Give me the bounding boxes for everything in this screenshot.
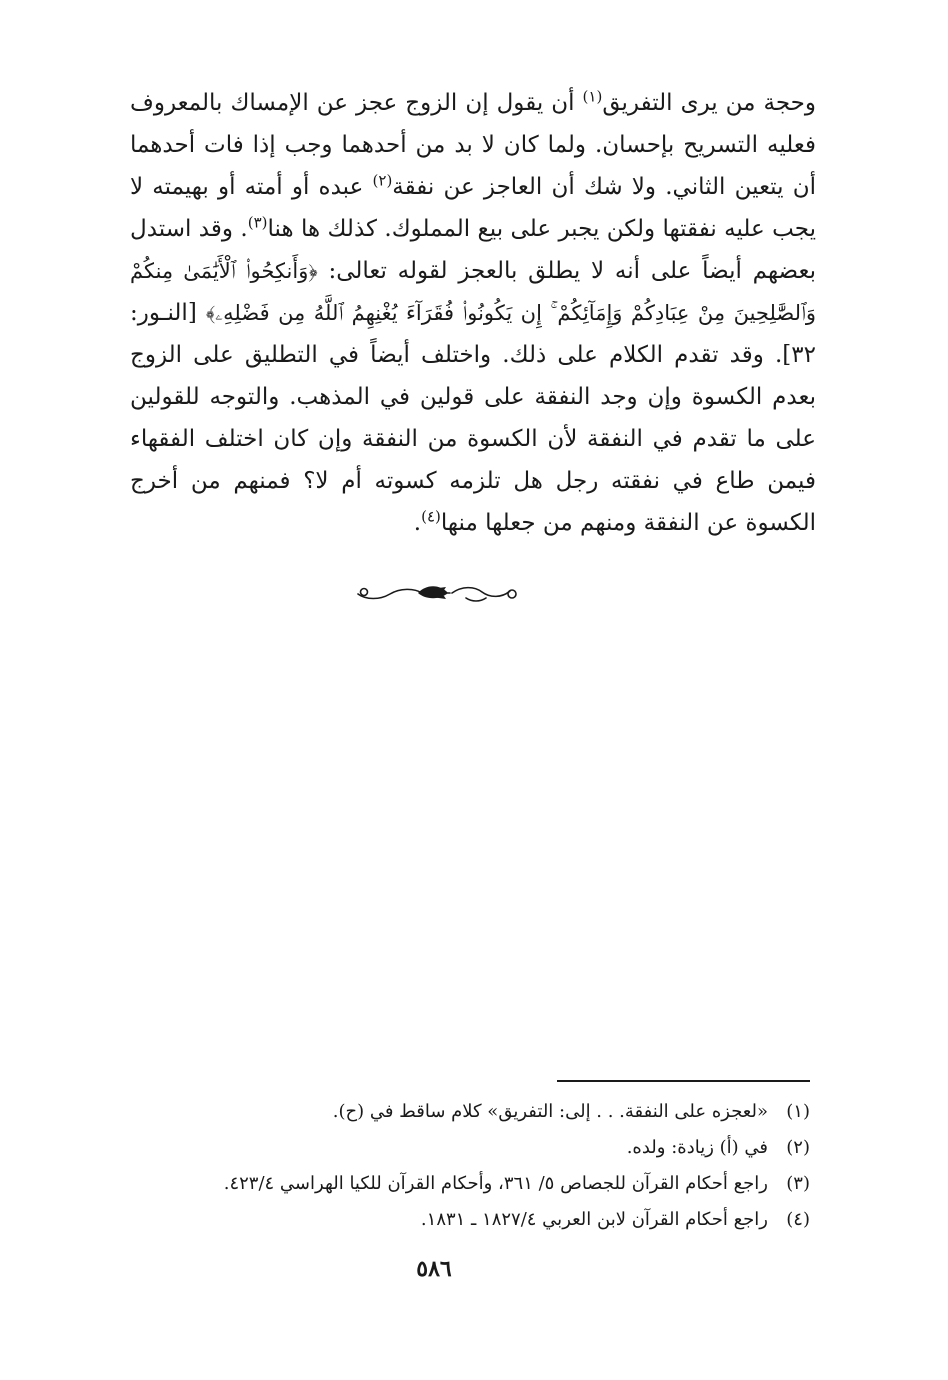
- footnote-number: (١): [786, 1101, 810, 1122]
- footnote-text: «لعجزه على النفقة. . . إلى: التفريق» كلام ساقط في (ح).: [332, 1101, 768, 1122]
- quran-reference: [النـور: ٣٢]: [130, 300, 816, 368]
- footnote-4: [120, 1202, 810, 1238]
- text-segment: عبده أو أمته أو بهيمته لا يجب عليه نفقتها ولكن يجبر على بيع المملوك. كذلك ها هنا: [130, 174, 817, 242]
- footnote-number: (٤): [786, 1209, 810, 1230]
- page-number: ٥٨٦: [416, 1256, 452, 1282]
- text-segment: . وقد استدل بعضهم أيضاً على أنه لا يطلق بالعجز لقوله تعالى:: [130, 216, 816, 284]
- text-segment: وحجة من يرى التفريق: [602, 90, 816, 116]
- text-segment: .: [413, 510, 422, 536]
- main-text-block: [130, 82, 816, 544]
- footnote-text: في (أ) زيادة: ولده.: [626, 1137, 768, 1158]
- footnotes-list: [120, 1094, 810, 1238]
- quran-verse: ﴿وَأَنكِحُوا۟ ٱلْأَيَٰمَىٰ مِنكُمْ وَٱلصَّٰلِحِينَ مِنْ عِبَادِكُمْ وَإِمَآئِكُمْ ۚ إِن يَكُونُوا۟ فُقَرَآءَ يُغْنِهِمُ ٱللَّهُ مِن فَضْلِهِۦ﴾: [130, 259, 816, 325]
- footnote-text: راجع أحكام القرآن لابن العربي ١٨٢٧/٤ ـ ١٨٣١.: [420, 1209, 768, 1230]
- footnote-number: (٢): [786, 1137, 810, 1158]
- footnote-text: راجع أحكام القرآن للجصاص ٥/ ٣٦١، وأحكام القرآن للكيا الهراسي ٤٢٣/٤.: [223, 1173, 768, 1194]
- text-segment: . وقد تقدم الكلام على ذلك. واختلف أيضاً في التطليق على الزوج بعدم الكسوة وإن وجد النفقة على قولين في المذهب. والتوجه للقولين على ما تقدم في النفقة لأن الكسوة من النفقة وإن كان اختلف الفقهاء فيمن طاع في نفقته رجل هل تلزمه كسوته أم لا؟ فمنهم من أخرج الكسوة عن النفقة ومنهم من جعلها منها: [130, 342, 816, 536]
- section-end-ornament: [354, 578, 522, 608]
- footnote-ref-2: (٢): [372, 171, 393, 190]
- footnote-number: (٣): [786, 1173, 810, 1194]
- footnote-2: [120, 1130, 810, 1166]
- footnote-1: [120, 1094, 810, 1130]
- footnote-separator: [557, 1080, 810, 1082]
- footnote-ref-1: (١): [582, 87, 603, 106]
- text-segment: أن يقول إن الزوج عجز عن الإمساك بالمعروف فعليه التسريح بإحسان. ولما كان لا بد من أحدهما وجب إذا فات أحدهما أن يتعين الثاني. ولا شك أن العاجز عن نفقة: [130, 90, 816, 200]
- footnote-3: [120, 1166, 810, 1202]
- footnote-ref-4: (٤): [421, 507, 441, 526]
- main-paragraph: [130, 82, 816, 544]
- footnote-ref-3: (٣): [247, 213, 268, 232]
